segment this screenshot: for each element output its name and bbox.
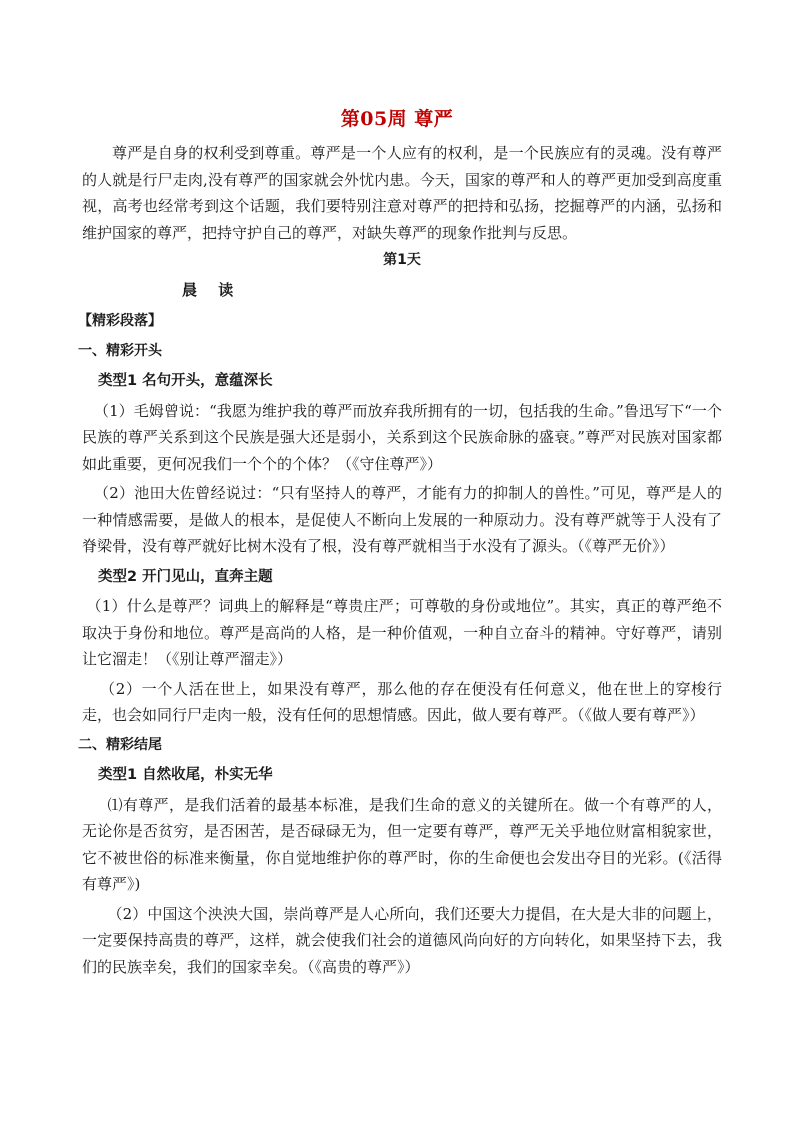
- document-body: [78, 140, 722, 983]
- example-paragraph: （1）毛姆曾说：“我愿为维护我的尊严而放弃我所拥有的一切，包括我的生命。”鲁迅写下“一个民族的尊严关系到这个民族是强大还是弱小，关系到这个民族命脉的盛衰。”尊严对民族对国家都如此重要，更何况我们一个个的个体？（《守住尊严》）: [82, 401, 722, 473]
- day-label: 第1天: [383, 252, 421, 268]
- type-label: 类型2 开门见山，直奔主题: [98, 568, 273, 585]
- morning-reading-label: 晨 读: [182, 280, 242, 299]
- type-label: 类型1 名句开头，意蕴深长: [98, 373, 273, 389]
- example-paragraph: （2）池田大佐曾经说过：“只有坚持人的尊严，才能有力的抑制人的兽性。”可见，尊严是人的一种情感需要，是做人的根本，是促使人不断向上发展的一种原动力。没有尊严就等于人没有了脊梁骨，没有尊严就好比树木没有了根，没有尊严就相当于水没有了源头。（《尊严无价》）: [82, 484, 722, 555]
- intro-paragraph: 尊严是自身的权利受到尊重。尊严是一个人应有的权利，是一个民族应有的灵魂。没有尊严的人就是行尸走肉,没有尊严的国家就会外忧内患。今天，国家的尊严和人的尊严更加受到高度重视，高考也经常考到这个话题，我们要特别注意对尊严的把持和弘扬，挖掘尊严的内涵，弘扬和维护国家的尊严，把持守护自己的尊严，对缺失尊严的现象作批判与反思。: [82, 144, 722, 242]
- type-label: 类型1 自然收尾，朴实无华: [98, 767, 273, 783]
- page-title: 第05周 尊严: [340, 108, 454, 130]
- example-paragraph: （2）中国这个泱泱大国，崇尚尊严是人心所向，我们还要大力提倡，在大是大非的问题上，一定要保持高贵的尊严，这样，就会使我们社会的道德风尚向好的方向转化，如果坚持下去，我们的民族幸矣，我们的国家幸矣。（《高贵的尊严》）: [82, 904, 722, 976]
- example-paragraph: （1）什么是尊严？词典上的解释是“尊贵庄严；可尊敬的身份或地位”。其实，真正的尊严绝不取决于身份和地位。尊严是高尚的人格，是一种价值观，一种自立奋斗的精神。守好尊严，请别让它溜走！（《别让尊严溜走》）: [82, 597, 722, 668]
- example-paragraph: （2）一个人活在世上，如果没有尊严，那么他的存在便没有任何意义，他在世上的穿梭行走，也会如同行尸走肉一般，没有任何的思想情感。因此，做人要有尊严。（《做人要有尊严》）: [82, 679, 722, 724]
- section-heading-endings: 二、精彩结尾: [78, 736, 162, 753]
- section-heading-openings: 一、精彩开头: [78, 342, 162, 359]
- section-bracket-heading: 【精彩段落】: [78, 313, 162, 329]
- example-paragraph: ⑴有尊严，是我们活着的最基本标准，是我们生命的意义的关键所在。做一个有尊严的人，无论你是否贫穷，是否困苦，是否碌碌无为，但一定要有尊严，尊严无关乎地位财富相貌家世，它不被世俗的标准来衡量，你自觉地维护你的尊严时，你的生命便也会发出夺目的光彩。(《活得有尊严》): [82, 795, 722, 893]
